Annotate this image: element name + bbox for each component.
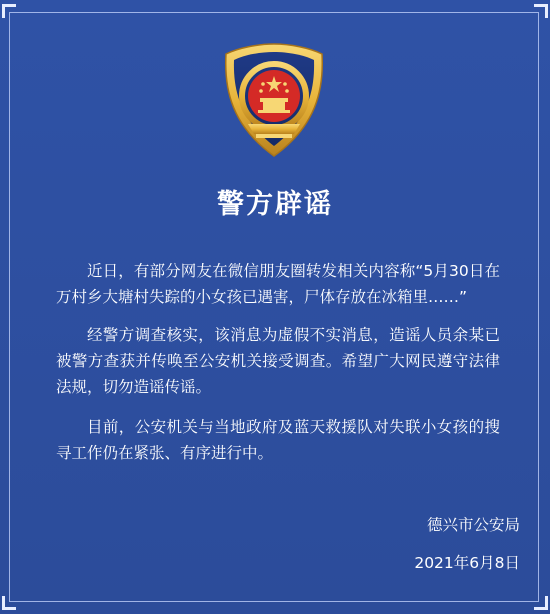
- corner-mark-top-left: [2, 4, 16, 18]
- police-emblem-icon: [218, 40, 330, 160]
- corner-mark-bottom-left: [2, 596, 16, 610]
- notice-paragraph-2: 经警方调查核实，该消息为虚假不实消息，造谣人员余某已被警方查获并传唤至公安机关接受调查。希望广大网民遵守法律法规，切勿造谣传谣。: [56, 326, 500, 396]
- issuing-organization: 德兴市公安局: [426, 516, 520, 534]
- corner-mark-top-right: [534, 4, 548, 18]
- corner-mark-bottom-right: [534, 596, 548, 610]
- notice-paragraph-3: 目前，公安机关与当地政府及蓝天救援队对失联小女孩的搜寻工作仍在紧张、有序进行中。: [56, 418, 500, 462]
- notice-paragraph-1: 近日，有部分网友在微信朋友圈转发相关内容称“5月30日在万村乡大塘村失踪的小女孩已遇害，尸体存放在冰箱里……”: [56, 262, 500, 306]
- notice-title: 警方辟谣: [217, 189, 333, 220]
- issue-date: 2021年6月8日: [414, 554, 520, 572]
